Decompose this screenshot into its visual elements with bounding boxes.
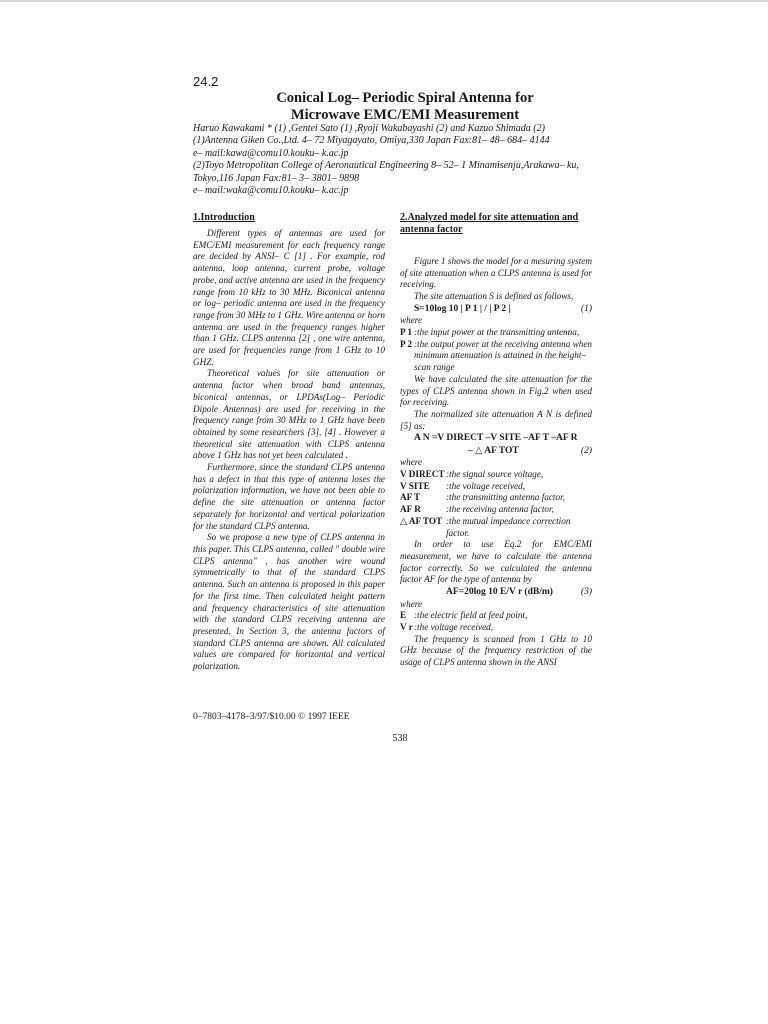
equation-2-line-2: – △ AF TOT [468,445,519,456]
where-label-2: where [400,457,423,468]
left-column [193,212,385,673]
affiliation-2: (2)Toyo Metropolitan College of Aeronautical Engineering 8– 52– 1 Minamisenju,Arakawa– ku, [193,160,579,172]
email-2: e– mail:waka@comu10.kouku– k.ac.jp [193,185,349,197]
definition-vdirect-text: :the signal source voltage, [446,469,544,480]
model-paragraph-5: In order to use Eq.2 for EMC/EMI measurement, we have to calculate the antenna factor correctly. So we calculated the antenna factor AF for the type of antenna by [400,539,592,585]
definition-aftot-text: :the mutual impedance correction factor. [446,515,571,538]
equation-3-number: (3) [580,587,592,598]
definition-vr-text: :the voltage received, [414,621,493,632]
equation-2-number: (2) [580,445,592,456]
paper-title [190,90,620,124]
model-paragraph-6: The frequency is scanned from 1 GHz to 10 GHz because of the frequency restriction of the usage of CLPS antenna shown in the ANSI [400,633,592,668]
definition-afr-text: :the receiving antenna factor, [446,504,554,515]
definition-aft [400,492,592,504]
equation-1-body: S=10log 10 | P 1 | / | P 2 | [414,303,511,314]
definition-aft-text: :the transmitting antenna factor, [446,492,565,503]
definition-e-text: :the electric field at feed point, [414,610,528,621]
definition-p2 [400,339,592,374]
symbol-vr: V r [400,621,413,632]
symbol-vdirect: V DIRECT [400,469,445,480]
where-label-1: where [400,315,423,326]
symbol-aft: AF T [400,492,421,503]
definition-vdirect [400,469,592,481]
title-line-1: Conical Log– Periodic Spiral Antenna for [276,90,534,106]
page-number: 538 [392,733,408,744]
intro-paragraph-4: So we propose a new type of CLPS antenna in this paper. This CLPS antenna, called " double wire CLPS antenna" , has another wire wound symmetrically to that of the standard CLPS antenna. Such an antenna is proposed in this paper for the first time. Then calculated height pattern and frequency characteristics of site attenuation with the standard CLPS receiving antenna are presented. In Section 3, the antenna factors of standard CLPS antenna are shown. All calculated values are compared for horizontal and vertical polarization. [193,532,385,672]
definition-vr [400,622,592,634]
equation-2-line-1: A N =V DIRECT –V SITE –AF T –AF R [414,433,578,444]
symbol-aftot: △ AF TOT [400,515,443,526]
model-paragraph-2: The site attenuation S is defined as follows, [414,291,574,302]
symbol-p1: P 1 [400,327,412,338]
title-line-2: Microwave EMC/EMI Measurement [290,107,520,123]
section-heading-introduction: 1.Introduction [193,212,255,223]
model-paragraph-1: Figure 1 shows the model for a mesuring system of site attenuation when a CLPS antenna is used for receiving. [400,256,592,290]
symbol-p2: P 2 [400,338,412,349]
definition-p1 [400,327,592,339]
symbol-e: E [400,610,407,621]
intro-paragraph-1: Different types of antennas are used for EMC/EMI measurement for each frequency range are decided by ANSI– C [1] . For example, rod antenna, loop antenna, current probe, voltage probe, and active antenna are used in the frequency range from 10 kHz to 30 MHz. Biconical antenna or log– periodic antenna are used in the frequency range from 30 MHz to 1 GHz. Wire antenna or horn antenna are used in the frequency ranges higher than 1 GHz. CLPS antenna [2] , one wire antenna, are used for frequencies range from 1 GHz to 10 GHZ. [193,228,385,367]
equation-3 [400,586,592,599]
session-number: 24.2 [193,74,219,89]
author-names: Haruo Kawakami * (1) ,Gentei Sato (1) ,Ryoji Wakabayashi (2) and Kazuo Shimada (2) [193,123,545,134]
definition-vsite-text: :the voltage received, [446,480,525,491]
section-heading-model: 2.Analyzed model for site attenuation and antenna factor [400,212,579,235]
model-paragraph-4: The normalized site attenuation A N is defined [5] as: [400,408,592,431]
intro-paragraph-2: Theoretical values for site attenuation or antenna factor when broad band antennas, biconical antennas, or LPDAs(Log– Periodic Dipole Antennas) are used for receiving in the frequency range from 30 MHz to 1 GHz have been obtained by some researchers [3], [4] . However a theoretical site attenuation with CLPS antenna above 1 GHz has not yet been calculated . [193,368,385,461]
definition-afr [400,504,592,516]
definition-vsite [400,481,592,493]
where-label-3: where [400,598,423,609]
equation-1 [400,303,592,316]
affiliation-1: (1)Antenna Giken Co.,Ltd. 4– 72 Miyagayato, Omiya,330 Japan Fax:81– 48– 684– 4144 [193,135,550,147]
copyright-footer: 0–7803–4178–3/97/$10.00 © 1997 IEEE [193,712,350,722]
definition-p2-text: :the output power at the receiving antenna when minimum attenuation is attained in the height– scan range [414,338,593,373]
equation-2 [400,432,592,457]
author-block [193,123,633,197]
symbol-vsite: V SITE [400,480,430,491]
definition-p1-text: :the input power at the transmitting antenna, [414,327,580,338]
model-paragraph-3: We have calculated the site attenuation for the types of CLPS antenna shown in Fig.2 when used for receiving. [400,373,592,408]
affiliation-2-address: Tokyo,116 Japan Fax:81– 3– 3801– 9898 [193,172,360,184]
equation-3-body: AF=20log 10 E/V r (dB/m) [446,587,553,598]
email-1: e– mail:kawa@comu10.kouku– k.ac.jp [193,147,349,159]
definition-e [400,610,592,622]
definition-aftot [400,516,592,539]
right-column [400,212,592,669]
intro-paragraph-3: Furthermore, since the standard CLPS antenna has a defect in that this type of antenna loses the polarization information, we have not been able to define the site attenuation or antenna factor separately for horizontal and vertical polarization for the standard CLPS antenna. [193,462,385,531]
equation-1-number: (1) [580,303,592,314]
symbol-afr: AF R [400,504,421,515]
